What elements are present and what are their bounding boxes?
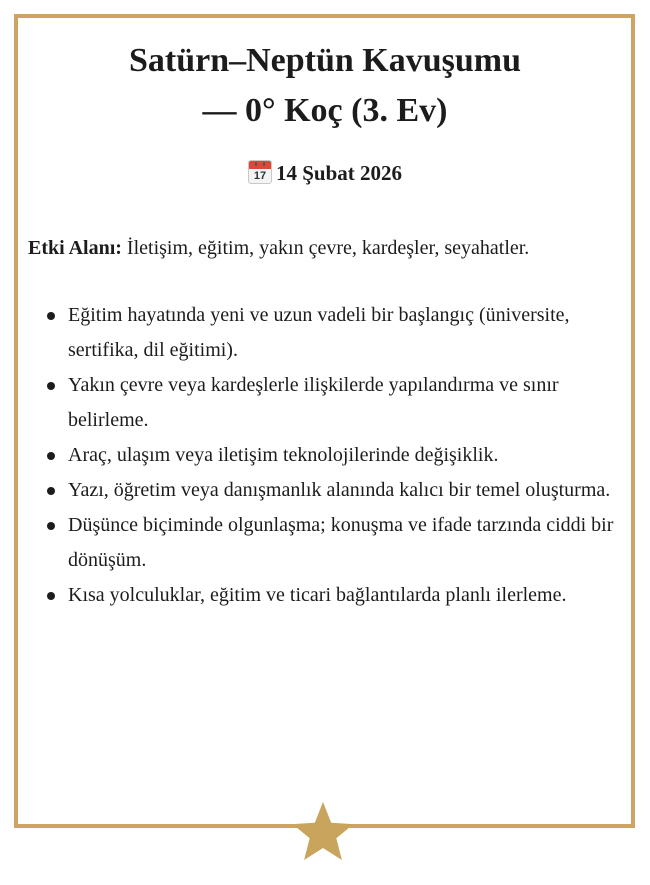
star-shape — [293, 802, 354, 860]
impact-paragraph — [28, 231, 623, 266]
list-item: Yazı, öğretim veya danışmanlık alanında kalıcı bir temel oluşturma. — [68, 473, 623, 508]
list-item: Kısa yolculuklar, eğitim ve ticari bağlantılarda planlı ilerleme. — [68, 578, 623, 613]
date-line — [0, 156, 650, 190]
impact-text: İletişim, eğitim, yakın çevre, kardeşler, seyahatler. — [121, 237, 530, 259]
list-item: Araç, ulaşım veya iletişim teknolojilerinde değişiklik. — [68, 438, 623, 473]
title-line-1: Satürn–Neptün Kavuşumu — [128, 42, 522, 79]
calendar-icon — [248, 160, 272, 184]
list-item: Eğitim hayatında yeni ve uzun vadeli bir başlangıç (üniversite, sertifika, dil eğitimi). — [68, 298, 623, 368]
title-line-2: — 0° Koç (3. Ev) — [202, 92, 448, 129]
content — [28, 231, 623, 613]
event-date: 14 Şubat 2026 — [275, 161, 403, 185]
list-item: Düşünce biçiminde olgunlaşma; konuşma ve ifade tarzında ciddi bir dönüşüm. — [68, 508, 623, 578]
list-item: Yakın çevre veya kardeşlerle ilişkilerde yapılandırma ve sınır belirleme. — [68, 368, 623, 438]
page-title — [0, 36, 650, 136]
calendar-header — [249, 161, 271, 169]
calendar-day: 17 — [253, 170, 267, 182]
calendar-ring — [263, 162, 265, 166]
star-icon — [290, 800, 356, 863]
calendar-ring — [255, 162, 257, 166]
bullet-list — [28, 298, 623, 613]
impact-label: Etki Alanı: — [28, 237, 122, 259]
